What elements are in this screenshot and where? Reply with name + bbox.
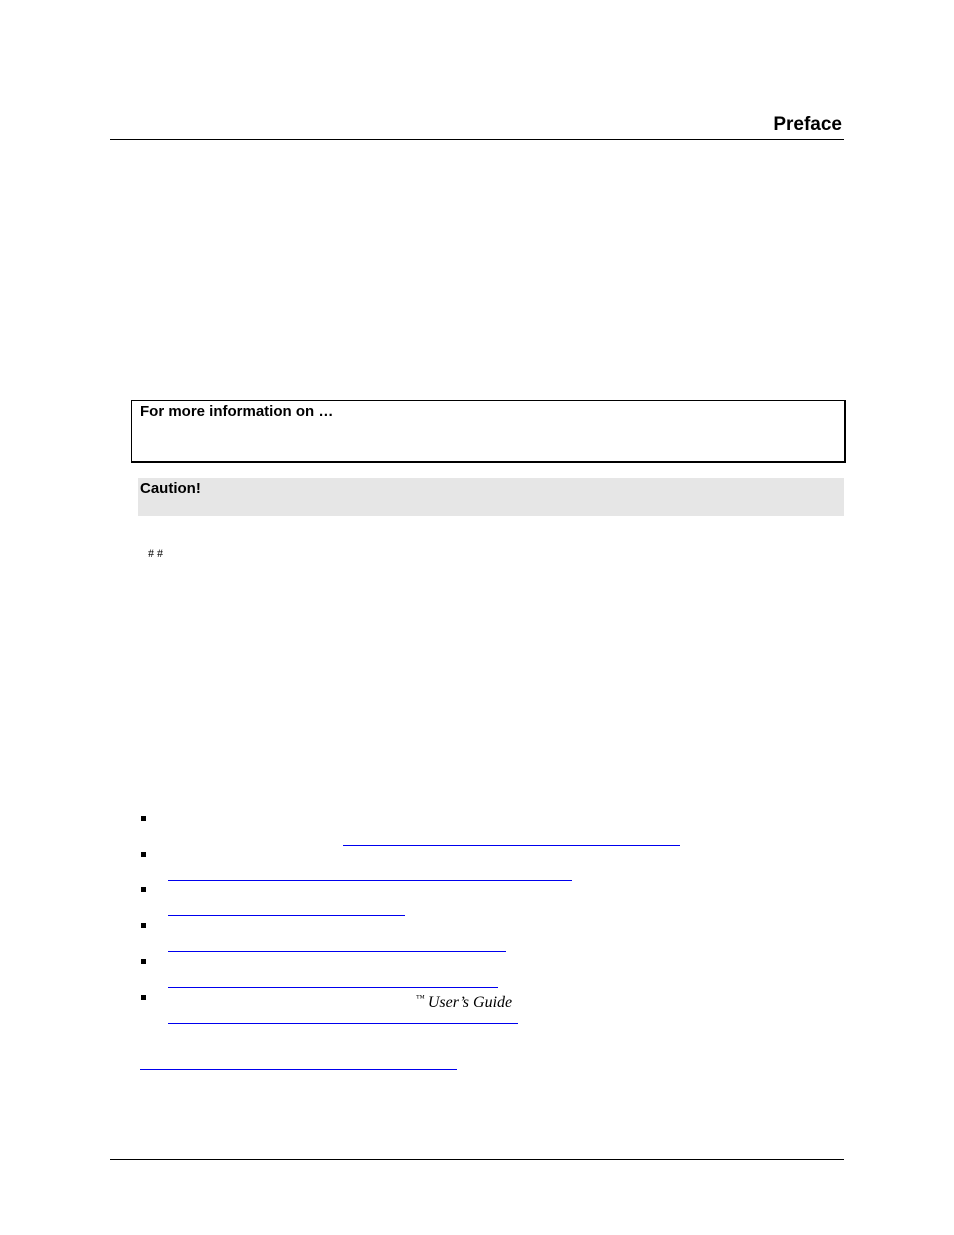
guide-title: User’s Guide bbox=[427, 994, 513, 1011]
info-box-title: For more information on … bbox=[140, 403, 334, 420]
list-item-link[interactable] bbox=[168, 951, 506, 952]
hash-marks: # # bbox=[148, 546, 163, 560]
guide-title-text bbox=[416, 989, 512, 1012]
info-box bbox=[131, 400, 846, 463]
caution-box bbox=[138, 478, 844, 516]
caution-box-title: Caution! bbox=[140, 480, 201, 497]
list-bullet bbox=[141, 959, 146, 964]
list-item-link[interactable] bbox=[168, 880, 572, 881]
list-bullet bbox=[141, 923, 146, 928]
list-bullet bbox=[141, 995, 146, 1000]
list-bullet bbox=[141, 816, 146, 821]
list-item-link[interactable] bbox=[343, 845, 680, 846]
list-item-link[interactable] bbox=[168, 1023, 518, 1024]
footer-rule bbox=[110, 1159, 844, 1160]
header-rule bbox=[110, 139, 844, 140]
list-item-link[interactable] bbox=[168, 987, 498, 988]
list-bullet bbox=[141, 852, 146, 857]
list-item-link[interactable] bbox=[168, 915, 405, 916]
page-header-title: Preface bbox=[773, 114, 842, 135]
trademark-symbol: ™ bbox=[416, 993, 425, 1003]
list-bullet bbox=[141, 887, 146, 892]
footer-link[interactable] bbox=[140, 1069, 457, 1070]
